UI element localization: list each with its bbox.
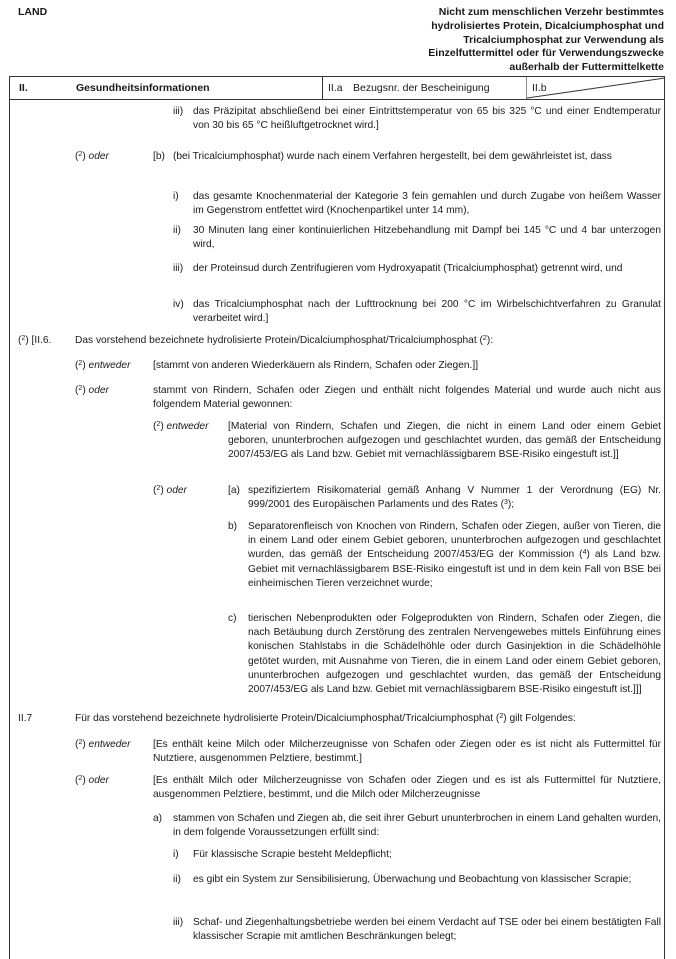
item-text: tierischen Nebenprodukten oder Folgeprodukten von Rindern, Schafen oder Ziegen, die nach Betäubung durch Zerstörung des zentralen Nervengewebes mittels Einführung eines konischen Stahlstabs in die Schädelhöhle oder durch Gasinjektion in die Schädelhöhle getötet wurden, mit Ausnahme von Tieren, die in einem Land oder einem Gebiet geboren, ununterbrochen aufgezogen und geschlachtet wurden, das gemäß der Entscheidung 2007/453/EG als Land bzw. Gebiet mit vernachlässigbarem BSE-Risiko eingestuft ist.]]]	[248, 613, 661, 696]
item-marker: iv)	[173, 299, 184, 310]
section-title: Gesundheitsinformationen	[76, 82, 210, 94]
item-marker: c)	[228, 613, 237, 624]
item-text: Für klassische Scrapie besteht Meldepflicht;	[193, 849, 392, 860]
item-marker: ii)	[173, 225, 181, 236]
item-text: das gesamte Knochenmaterial der Kategorie 3 fein gemahlen und durch Zugabe von heißem Wasser im Gegenstrom entfettet wird (Knochenpartikel unter 14 mm),	[193, 191, 661, 217]
option-qualifier: ($^2$) oder	[75, 385, 109, 396]
document-title	[324, 6, 664, 75]
section-number: II.7	[18, 713, 33, 724]
section-intro: Das vorstehend bezeichnete hydrolisierte Protein/Dicalciumphosphat/Tricalciumphosphat ($^2$):	[75, 335, 494, 346]
section-header-table	[9, 76, 665, 100]
country-label: LAND	[18, 6, 48, 18]
item-marker: ii)	[173, 874, 181, 885]
item-text: Schaf- und Ziegenhaltungsbetriebe werden bei einem Verdacht auf TSE oder bei einem bestätigten Fall klassischer Scrapie mit amtlichen Beschränkungen belegt;	[193, 917, 661, 943]
column-divider	[322, 77, 323, 99]
section-intro: Für das vorstehend bezeichnete hydrolisierte Protein/Dicalciumphosphat/Tricalciumphosphat ($^2$) gilt Folgendes:	[75, 713, 576, 724]
item-marker: iii)	[173, 106, 184, 117]
option-text: [stammt von anderen Wiederkäuern als Rindern, Schafen oder Ziegen.]]	[153, 360, 479, 371]
item-marker: iii)	[173, 917, 184, 928]
option-text: [Es enthält Milch oder Milcherzeugnisse von Schafen oder Ziegen und es ist als Futtermittel für Nutztiere, ausgenommen Pelztiere, bestimmt, und die Milch oder Milcherzeugnisse	[153, 775, 661, 801]
item-marker: i)	[173, 191, 179, 202]
certificate-ref-label: Bezugsnr. der Bescheinigung	[353, 82, 490, 94]
item-text: stammen von Schafen und Ziegen ab, die seit ihrer Geburt ununterbrochen in einem Land gehalten wurden, in dem folgende Voraussetzungen erfüllt sind:	[173, 813, 661, 839]
diagonal-strike-line	[527, 77, 665, 99]
option-qualifier: ($^2$) entweder	[75, 360, 131, 371]
certificate-second-code: II.b	[532, 82, 547, 94]
item-marker: i)	[173, 849, 179, 860]
item-marker: iii)	[173, 263, 184, 274]
option-text: stammt von Rindern, Schafen oder Ziegen und enthält nicht folgendes Material und wurde auch nicht aus folgendem Material gewonnen:	[153, 385, 661, 411]
document-title-line: Tricalciumphosphat zur Verwendung als	[463, 33, 664, 46]
document-title-line: Nicht zum menschlichen Verzehr bestimmtes	[438, 6, 664, 18]
certificate-ref-code: II.a	[328, 82, 343, 94]
option-qualifier: ($^2$) oder	[153, 485, 187, 496]
document-title-line: Einzelfuttermittel oder für Verwendungszwecke	[428, 47, 664, 60]
option-text: (bei Tricalciumphosphat) wurde nach einem Verfahren hergestellt, bei dem gewährleistet ist, dass	[173, 151, 612, 162]
option-qualifier: ($^2$) oder	[75, 151, 109, 162]
item-marker: [b)	[153, 151, 165, 162]
document-title-line: außerhalb der Futtermittelkette	[509, 61, 664, 74]
item-marker: a)	[153, 813, 163, 824]
item-text: es gibt ein System zur Sensibilisierung, Überwachung und Beobachtung von klassischer Scrapie;	[193, 874, 632, 885]
document-title-line: hydrolisiertes Protein, Dicalciumphosphat und	[431, 19, 664, 32]
option-text: [Material von Rindern, Schafen und Ziegen, die nicht in einem Land oder einem Gebiet geboren, ununterbrochen aufgezogen und geschlachtet wurden, das gemäß der Entscheidung 2007/453/EG als Land bzw. Gebiet mit vernachlässigbarem BSE-Risiko eingestuft ist.]]	[228, 421, 661, 461]
item-marker: [a)	[228, 485, 240, 496]
option-text: [Es enthält keine Milch oder Milcherzeugnisse von Schafen oder Ziegen oder es ist nicht als Futtermittel für Nutztiere, ausgenommen Pelztiere, bestimmt.]	[153, 739, 661, 765]
item-text: das Tricalciumphosphat nach der Lufttrocknung bei 200 °C im Wirbelschichtverfahren zu Granulat verarbeitet wird.]	[193, 299, 661, 325]
item-text: Separatorenfleisch von Knochen von Rindern, Schafen oder Ziegen, außer von Tieren, die in einem Land oder einem Gebiet geboren, ununterbrochen aufgezogen und geschlachtet wurden, das gemäß der Entscheidung 2007/453/EG der Kommission ($^4$) als Land bzw. Gebiet mit vernachlässigbarem BSE-Risiko eingestuft ist und in dem kein Fall von BSE bei einheimischen Tieren verzeichnet wurde;	[248, 521, 661, 589]
item-text: 30 Minuten lang einer kontinuierlichen Hitzebehandlung mit Dampf bei 145 °C und 4 bar unterzogen wird,	[193, 225, 661, 251]
section-number: II.	[19, 82, 28, 94]
item-text: das Präzipitat abschließend bei einer Eintrittstemperatur von 65 bis 325 °C und einer Endtemperatur von 30 bis 65 °C heißluftgetrocknet wird.]	[193, 106, 661, 132]
item-marker: b)	[228, 521, 238, 532]
section-number: ($^2$) [II.6.	[18, 335, 52, 346]
option-qualifier: ($^2$) entweder	[153, 421, 209, 432]
item-text: spezifiziertem Risikomaterial gemäß Anhang V Nummer 1 der Verordnung (EG) Nr. 999/2001 des Europäischen Parlaments und des Rates ($^3$);	[248, 485, 661, 511]
option-qualifier: ($^2$) entweder	[75, 739, 131, 750]
option-qualifier: ($^2$) oder	[75, 775, 109, 786]
item-text: der Proteinsud durch Zentrifugieren vom Hydroxyapatit (Tricalciumphosphat) getrennt wird, und	[193, 263, 623, 274]
